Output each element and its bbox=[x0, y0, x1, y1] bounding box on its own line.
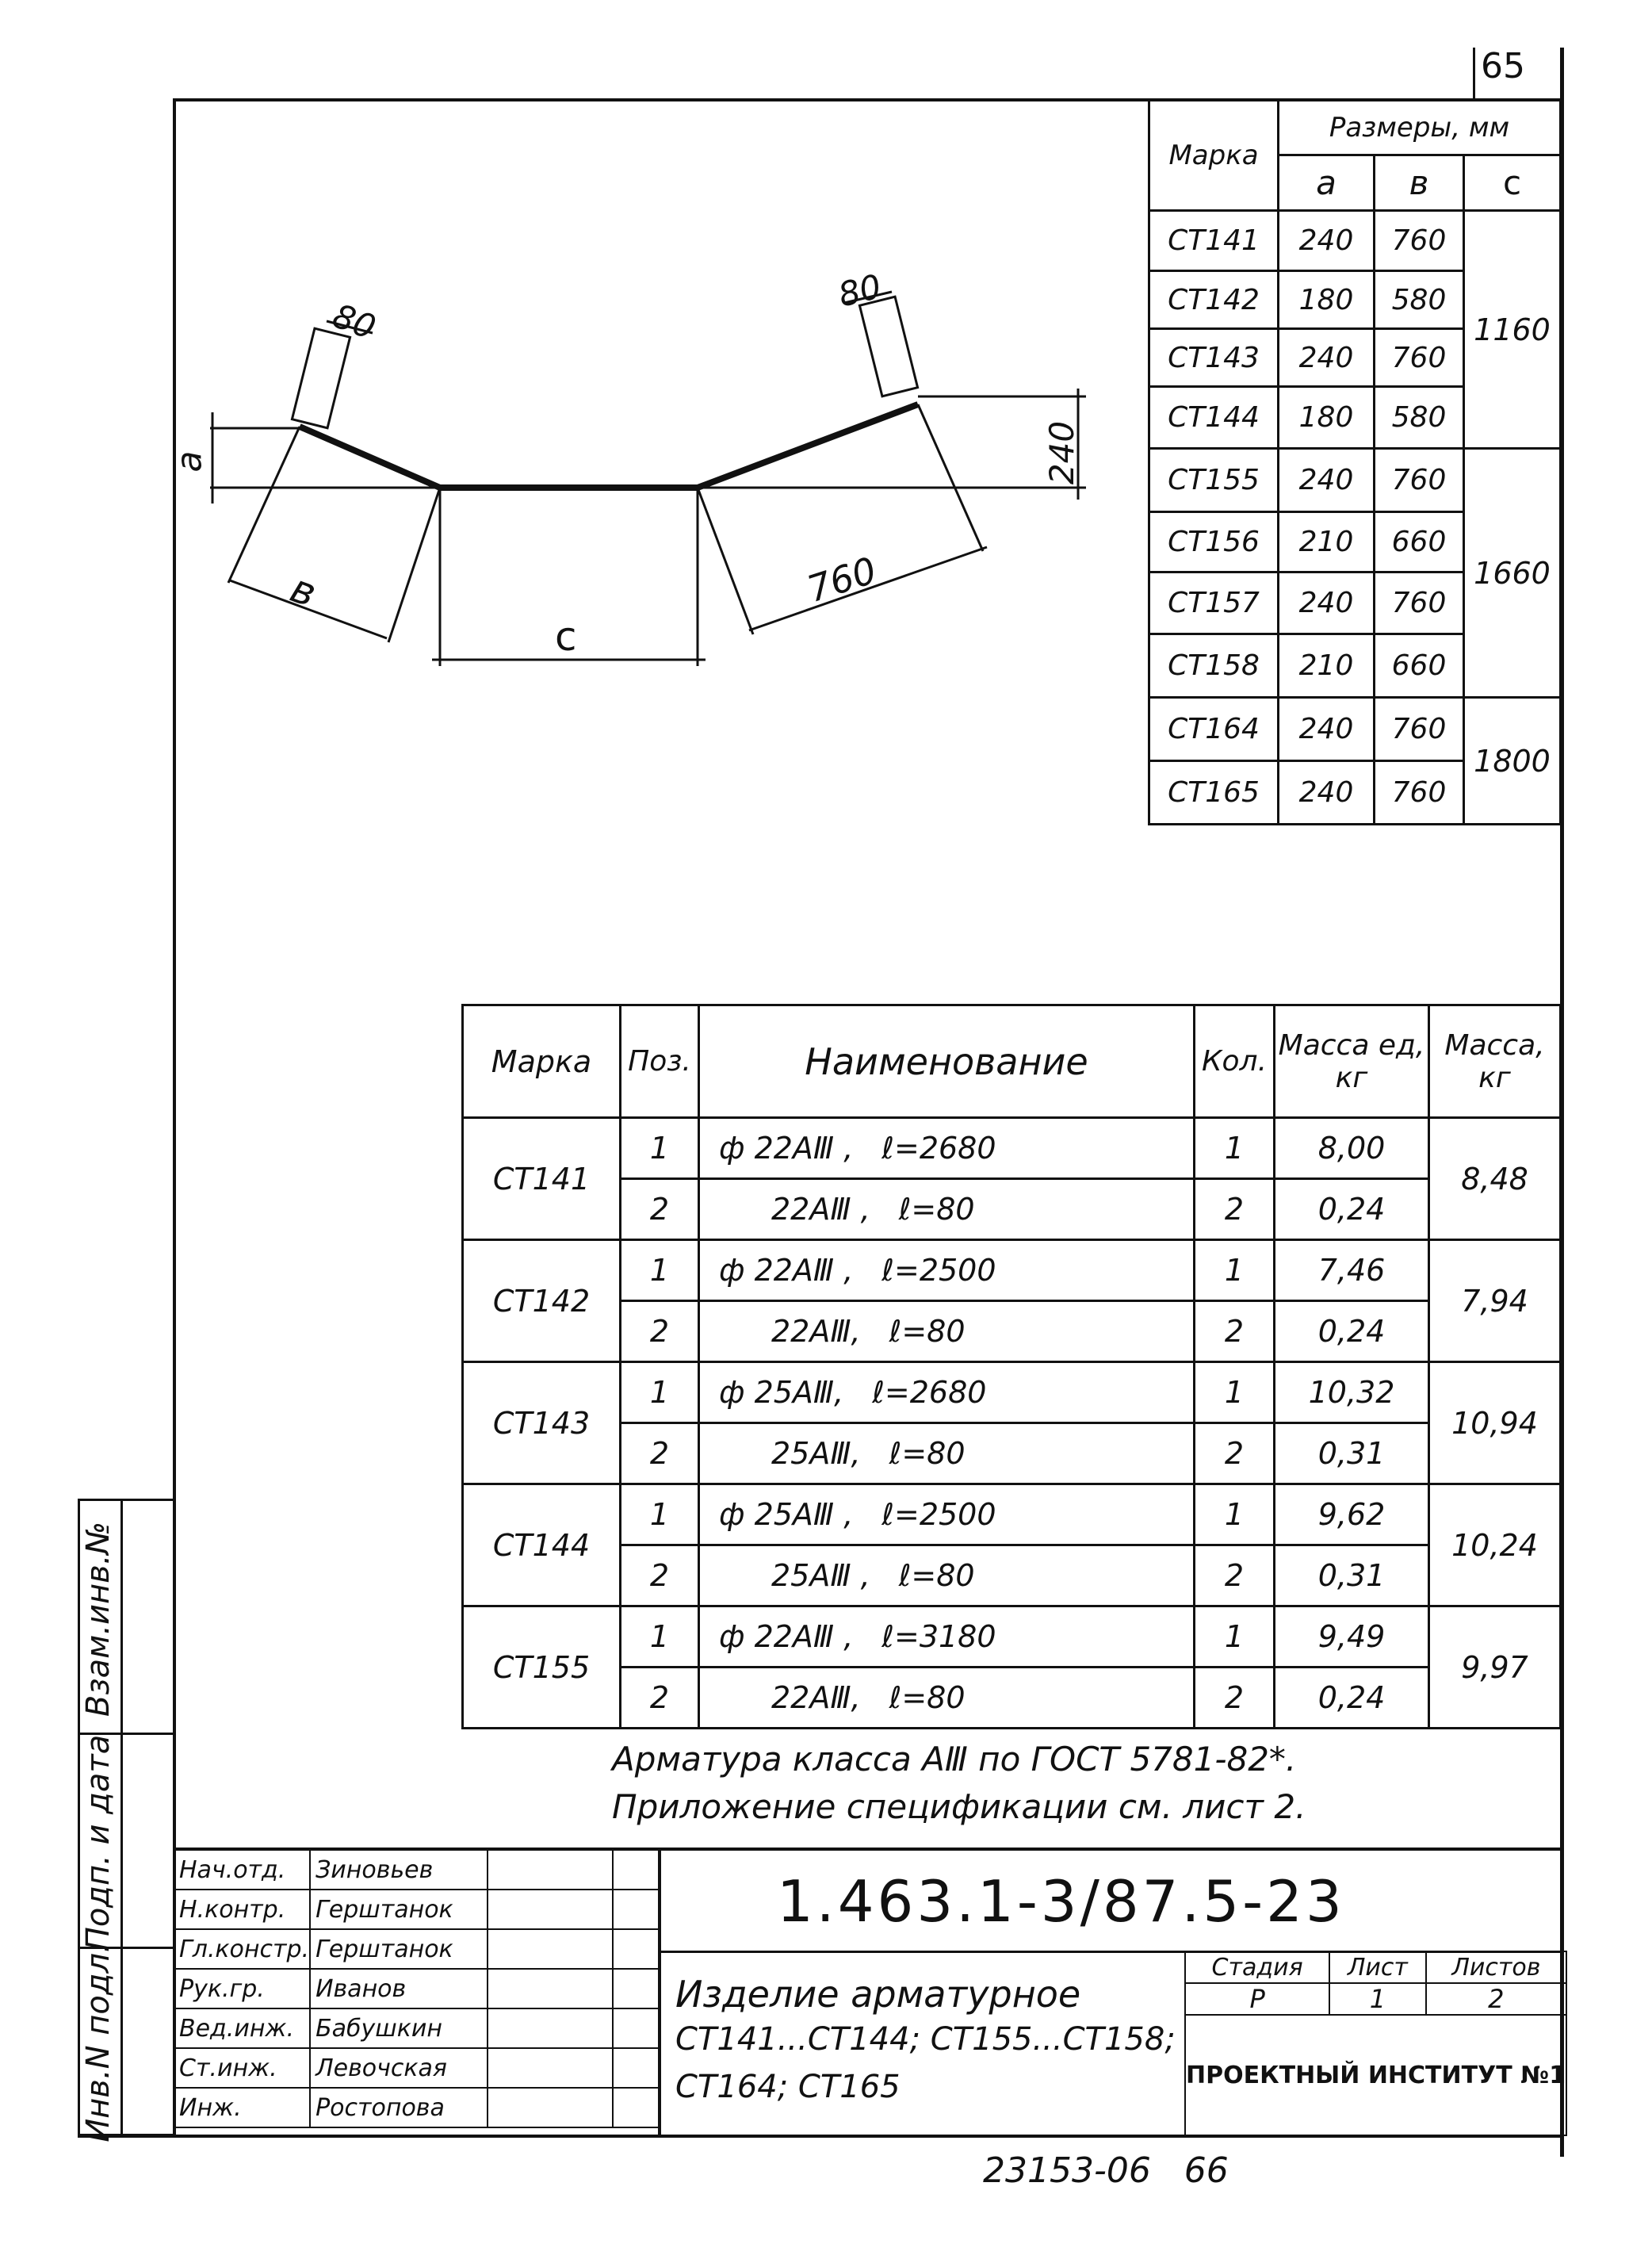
size-row-mark: СТ164 bbox=[1149, 698, 1279, 761]
spec-length: ℓ=80 bbox=[889, 1680, 966, 1715]
size-row-a: 240 bbox=[1279, 449, 1375, 512]
person-role: Инж. bbox=[174, 2088, 310, 2127]
spec-name-cell bbox=[699, 1362, 1195, 1423]
person-name: Левочская bbox=[310, 2048, 488, 2088]
size-row-mark: СТ165 bbox=[1149, 761, 1279, 825]
person-date bbox=[613, 2008, 659, 2048]
spec-table bbox=[461, 1004, 1562, 1729]
spec-length: ℓ=2500 bbox=[881, 1497, 996, 1532]
spec-total-mass: 10,94 bbox=[1429, 1362, 1561, 1484]
spec-pos: 2 bbox=[621, 1423, 699, 1484]
spec-header-unit-mass: Масса ед, кг bbox=[1275, 1005, 1429, 1118]
spec-length: ℓ=2680 bbox=[881, 1131, 996, 1166]
spec-unit-mass: 7,46 bbox=[1275, 1240, 1429, 1301]
spec-name: ф 22АⅢ , bbox=[719, 1253, 854, 1288]
spec-unit-mass: 8,00 bbox=[1275, 1118, 1429, 1179]
dim-right-80: 80 bbox=[834, 266, 885, 315]
note-specification-sheet: Приложение спецификации см. лист 2. bbox=[612, 1787, 1306, 1826]
spec-header-pos: Поз. bbox=[621, 1005, 699, 1118]
spec-unit-mass: 9,49 bbox=[1275, 1606, 1429, 1668]
title-line-1: Изделие арматурное bbox=[675, 1973, 1081, 2016]
size-row-a: 240 bbox=[1279, 761, 1375, 825]
size-header-mark: Марка bbox=[1149, 100, 1279, 211]
size-row-mark: СТ144 bbox=[1149, 387, 1279, 449]
person-signature bbox=[488, 2088, 613, 2127]
spec-pos: 1 bbox=[621, 1606, 699, 1668]
sheets-value: 2 bbox=[1426, 1983, 1567, 2015]
side-label-replacement: Взам.инв.№ bbox=[80, 1521, 117, 1717]
side-strip-divider bbox=[120, 1499, 123, 2136]
spec-qty: 1 bbox=[1195, 1606, 1275, 1668]
size-row-b: 580 bbox=[1375, 271, 1464, 329]
size-row-b: 760 bbox=[1375, 211, 1464, 271]
spec-total-mass: 8,48 bbox=[1429, 1118, 1561, 1240]
sheet-label: Лист bbox=[1329, 1951, 1425, 1983]
title-block-divider bbox=[658, 1849, 661, 2136]
spec-length: ℓ=2500 bbox=[881, 1253, 996, 1288]
spec-pos: 2 bbox=[621, 1545, 699, 1606]
size-row-b: 660 bbox=[1375, 512, 1464, 572]
spec-name: 22АⅢ , bbox=[771, 1192, 870, 1227]
person-signature bbox=[488, 1850, 613, 1890]
spec-name: 22АⅢ, bbox=[771, 1680, 861, 1715]
spec-name: ф 25АⅢ , bbox=[719, 1497, 854, 1532]
size-row-a: 210 bbox=[1279, 512, 1375, 572]
person-date bbox=[613, 2088, 659, 2127]
size-row-mark: СТ141 bbox=[1149, 211, 1279, 271]
person-date bbox=[613, 1850, 659, 1890]
spec-qty: 1 bbox=[1195, 1240, 1275, 1301]
person-signature bbox=[488, 2008, 613, 2048]
person-name: Ростопова bbox=[310, 2088, 488, 2127]
spec-mark: СТ142 bbox=[463, 1240, 621, 1362]
side-label-signature-date: Подп. и дата bbox=[80, 1734, 117, 1951]
footer-archive-number: 23153-06 66 bbox=[983, 2150, 1229, 2191]
spec-pos: 1 bbox=[621, 1118, 699, 1179]
sheet-number: 65 bbox=[1481, 46, 1525, 86]
drawing-code: 1.463.1-3/87.5-23 bbox=[777, 1868, 1345, 1935]
size-row-mark: СТ155 bbox=[1149, 449, 1279, 512]
spec-qty: 2 bbox=[1195, 1545, 1275, 1606]
person-name: Герштанок bbox=[310, 1890, 488, 1929]
person-signature bbox=[488, 1890, 613, 1929]
spec-name-cell bbox=[699, 1668, 1195, 1729]
dim-a-label: a bbox=[169, 450, 210, 473]
side-label-inventory-original: Инв.N подл. bbox=[80, 1943, 117, 2142]
spec-name-cell bbox=[699, 1545, 1195, 1606]
person-role: Рук.гр. bbox=[174, 1969, 310, 2008]
sheets-label: Листов bbox=[1426, 1951, 1567, 1983]
size-row-b: 760 bbox=[1375, 329, 1464, 387]
organization: ПРОЕКТНЫЙ ИНСТИТУТ №1 bbox=[1185, 2015, 1566, 2135]
spec-mark: СТ143 bbox=[463, 1362, 621, 1484]
spec-name-cell bbox=[699, 1484, 1195, 1545]
size-row-mark: СТ143 bbox=[1149, 329, 1279, 387]
spec-name: ф 22АⅢ , bbox=[719, 1619, 854, 1654]
person-date bbox=[613, 2048, 659, 2088]
size-row-a: 240 bbox=[1279, 698, 1375, 761]
spec-total-mass: 10,24 bbox=[1429, 1484, 1561, 1606]
spec-pos: 1 bbox=[621, 1240, 699, 1301]
size-col-a: a bbox=[1279, 155, 1375, 211]
dim-left-80: 80 bbox=[327, 296, 381, 347]
spec-pos: 2 bbox=[621, 1179, 699, 1240]
spec-unit-mass: 0,31 bbox=[1275, 1545, 1429, 1606]
spec-unit-mass: 10,32 bbox=[1275, 1362, 1429, 1423]
size-row-a: 180 bbox=[1279, 387, 1375, 449]
person-role: Гл.констр. bbox=[174, 1929, 310, 1969]
spec-total-mass: 9,97 bbox=[1429, 1606, 1561, 1729]
dim-c-label: c bbox=[555, 614, 577, 660]
size-col-b: в bbox=[1375, 155, 1464, 211]
person-name: Герштанок bbox=[310, 1929, 488, 1969]
size-c-group: 1660 bbox=[1464, 449, 1561, 698]
spec-unit-mass: 0,31 bbox=[1275, 1423, 1429, 1484]
spec-length: ℓ=80 bbox=[889, 1436, 966, 1471]
spec-name-cell bbox=[699, 1606, 1195, 1668]
spec-qty: 1 bbox=[1195, 1362, 1275, 1423]
sheet-value: 1 bbox=[1329, 1983, 1425, 2015]
spec-length: ℓ=80 bbox=[889, 1314, 966, 1349]
person-name: Иванов bbox=[310, 1969, 488, 2008]
person-name: Бабушкин bbox=[310, 2008, 488, 2048]
spec-pos: 1 bbox=[621, 1484, 699, 1545]
person-signature bbox=[488, 2048, 613, 2088]
spec-name: 22АⅢ, bbox=[771, 1314, 861, 1349]
size-table bbox=[1148, 98, 1562, 825]
spec-unit-mass: 9,62 bbox=[1275, 1484, 1429, 1545]
person-role: Н.контр. bbox=[174, 1890, 310, 1929]
spec-header-name: Наименование bbox=[699, 1005, 1195, 1118]
spec-name-cell bbox=[699, 1240, 1195, 1301]
dim-760-label: 760 bbox=[801, 548, 882, 611]
spec-mark: СТ144 bbox=[463, 1484, 621, 1606]
person-date bbox=[613, 1969, 659, 2008]
spec-total-mass: 7,94 bbox=[1429, 1240, 1561, 1362]
title-line-2: СТ141...СТ144; СТ155...СТ158; bbox=[675, 2021, 1176, 2058]
size-c-group: 1800 bbox=[1464, 698, 1561, 825]
spec-name: ф 25АⅢ, bbox=[719, 1375, 844, 1410]
spec-length: ℓ=80 bbox=[898, 1558, 975, 1593]
size-row-a: 210 bbox=[1279, 634, 1375, 698]
spec-unit-mass: 0,24 bbox=[1275, 1301, 1429, 1362]
note-reinforcement-class: Арматура класса АⅢ по ГОСТ 5781-82*. bbox=[612, 1740, 1297, 1779]
person-role: Ст.инж. bbox=[174, 2048, 310, 2088]
size-row-mark: СТ157 bbox=[1149, 572, 1279, 634]
spec-pos: 2 bbox=[621, 1668, 699, 1729]
size-row-a: 180 bbox=[1279, 271, 1375, 329]
size-col-c: c bbox=[1464, 155, 1561, 211]
spec-qty: 2 bbox=[1195, 1301, 1275, 1362]
dim-240-label: 240 bbox=[1042, 420, 1082, 485]
person-date bbox=[613, 1929, 659, 1969]
spec-unit-mass: 0,24 bbox=[1275, 1668, 1429, 1729]
spec-header-qty: Кол. bbox=[1195, 1005, 1275, 1118]
spec-qty: 1 bbox=[1195, 1484, 1275, 1545]
spec-mark: СТ141 bbox=[463, 1118, 621, 1240]
dim-b-label: в bbox=[284, 565, 323, 617]
size-row-b: 760 bbox=[1375, 761, 1464, 825]
stage-table bbox=[1184, 1951, 1567, 2136]
spec-qty: 2 bbox=[1195, 1179, 1275, 1240]
spec-name: 25АⅢ , bbox=[771, 1558, 870, 1593]
size-row-mark: СТ142 bbox=[1149, 271, 1279, 329]
size-c-group: 1160 bbox=[1464, 211, 1561, 449]
person-signature bbox=[488, 1969, 613, 2008]
size-row-a: 240 bbox=[1279, 329, 1375, 387]
size-row-a: 240 bbox=[1279, 211, 1375, 271]
size-row-b: 580 bbox=[1375, 387, 1464, 449]
spec-qty: 2 bbox=[1195, 1668, 1275, 1729]
person-role: Нач.отд. bbox=[174, 1850, 310, 1890]
spec-header-mass: Масса, кг bbox=[1429, 1005, 1561, 1118]
title-block-people bbox=[173, 1849, 660, 2128]
spec-pos: 2 bbox=[621, 1301, 699, 1362]
spec-unit-mass: 0,24 bbox=[1275, 1179, 1429, 1240]
size-row-a: 240 bbox=[1279, 572, 1375, 634]
spec-name-cell bbox=[699, 1423, 1195, 1484]
spec-header-mark: Марка bbox=[463, 1005, 621, 1118]
spec-length: ℓ=80 bbox=[898, 1192, 975, 1227]
spec-length: ℓ=3180 bbox=[881, 1619, 996, 1654]
size-row-mark: СТ156 bbox=[1149, 512, 1279, 572]
spec-mark: СТ155 bbox=[463, 1606, 621, 1729]
person-signature bbox=[488, 1929, 613, 1969]
spec-name-cell bbox=[699, 1118, 1195, 1179]
spec-name-cell bbox=[699, 1179, 1195, 1240]
spec-qty: 2 bbox=[1195, 1423, 1275, 1484]
stage-value: Р bbox=[1185, 1983, 1329, 2015]
spec-name: 25АⅢ, bbox=[771, 1436, 861, 1471]
size-row-mark: СТ158 bbox=[1149, 634, 1279, 698]
size-row-b: 760 bbox=[1375, 449, 1464, 512]
spec-pos: 1 bbox=[621, 1362, 699, 1423]
size-row-b: 760 bbox=[1375, 572, 1464, 634]
size-row-b: 760 bbox=[1375, 698, 1464, 761]
spec-qty: 1 bbox=[1195, 1118, 1275, 1179]
size-header-sizes: Размеры, мм bbox=[1279, 100, 1561, 155]
spec-length: ℓ=2680 bbox=[872, 1375, 987, 1410]
spec-name: ф 22АⅢ , bbox=[719, 1131, 854, 1166]
person-date bbox=[613, 1890, 659, 1929]
title-line-3: СТ164; СТ165 bbox=[675, 2069, 901, 2105]
stage-label: Стадия bbox=[1185, 1951, 1329, 1983]
spec-name-cell bbox=[699, 1301, 1195, 1362]
person-role: Вед.инж. bbox=[174, 2008, 310, 2048]
person-name: Зиновьев bbox=[310, 1850, 488, 1890]
size-row-b: 660 bbox=[1375, 634, 1464, 698]
